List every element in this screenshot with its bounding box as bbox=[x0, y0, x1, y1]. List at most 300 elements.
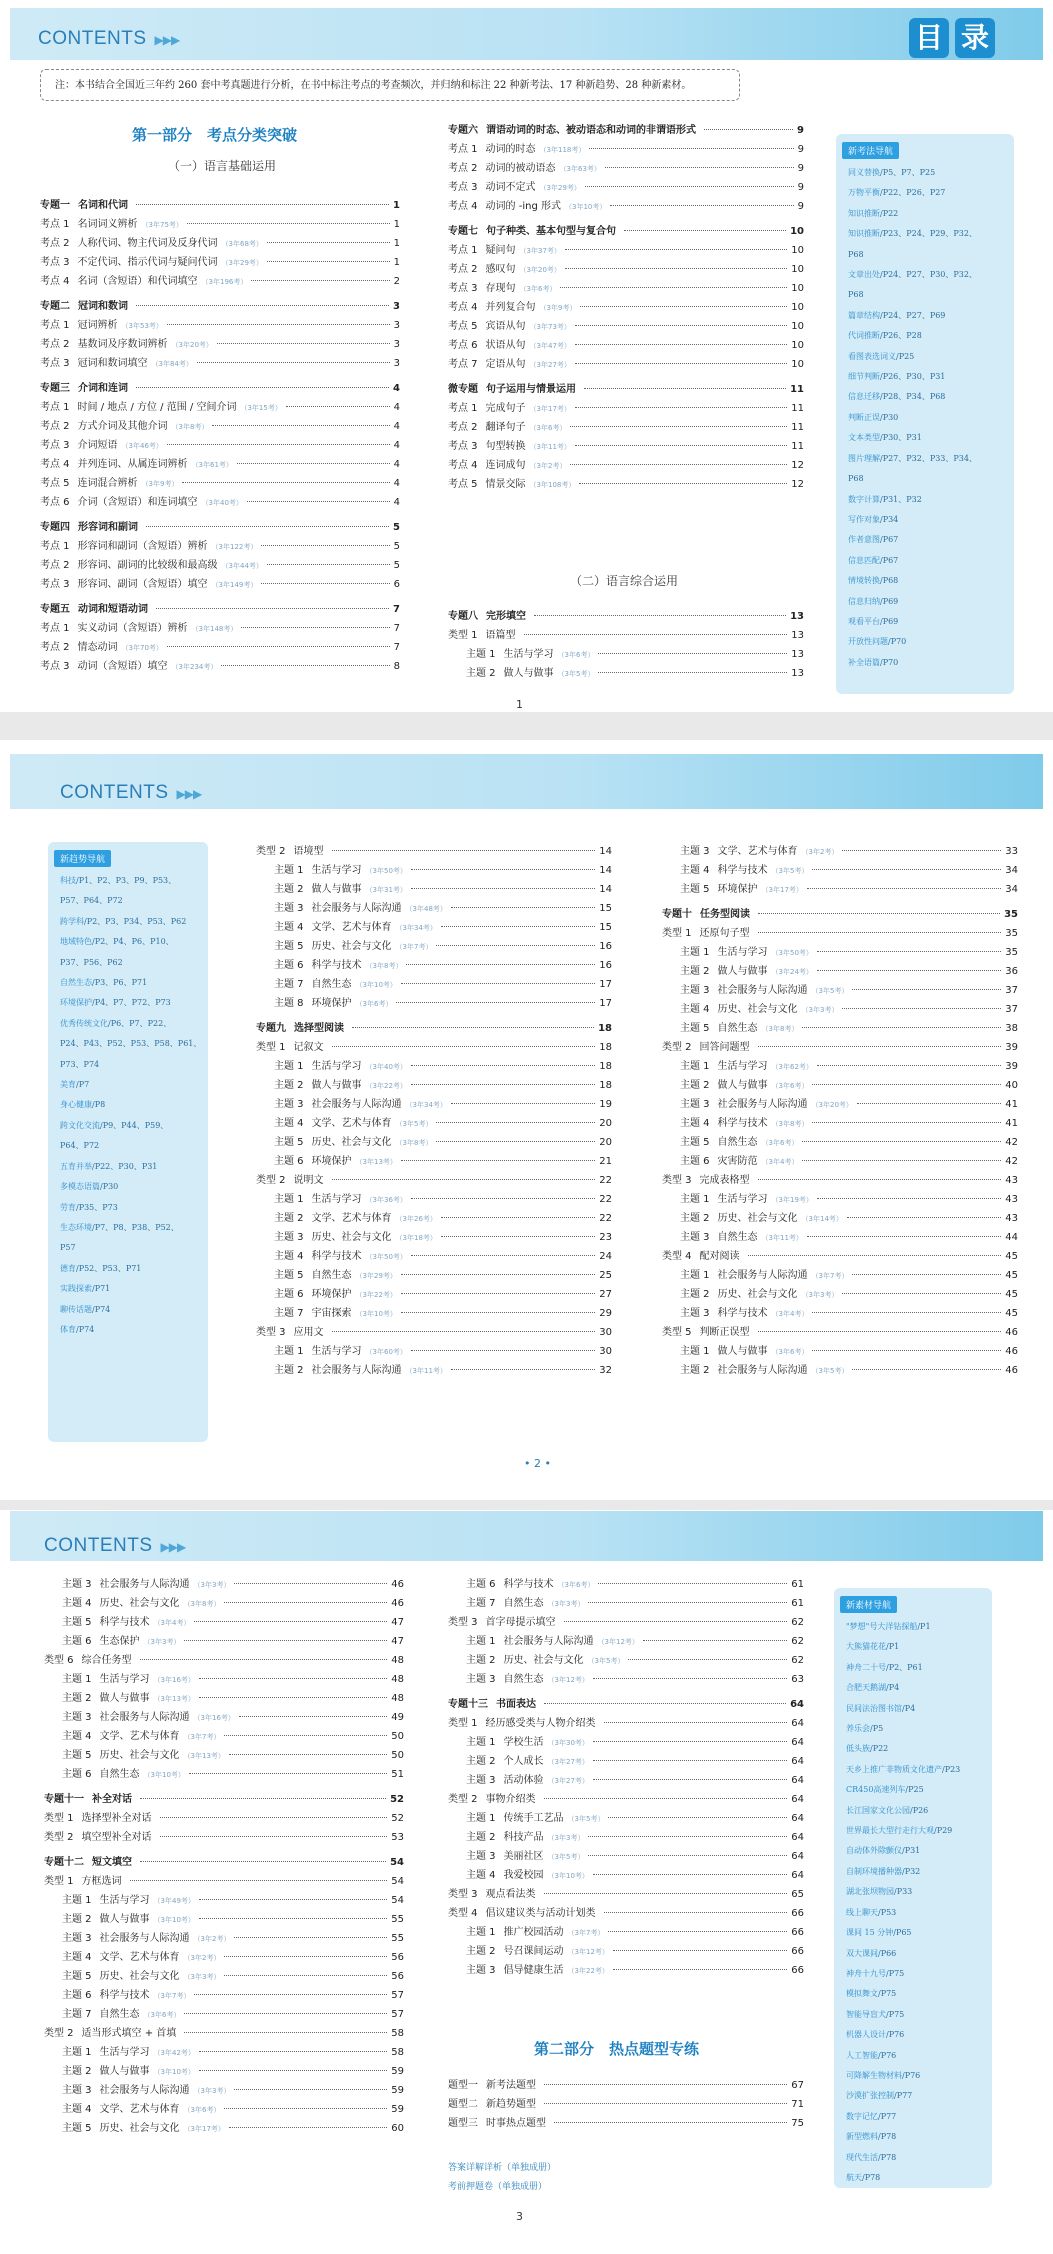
toc-type-row[interactable] bbox=[44, 2024, 404, 2043]
side-nav-item[interactable] bbox=[834, 1801, 992, 1821]
side-nav-item[interactable] bbox=[834, 1903, 992, 1923]
toc-entry-row[interactable] bbox=[44, 1967, 404, 1986]
side-nav-item[interactable] bbox=[836, 265, 1014, 285]
toc-entry-row[interactable] bbox=[40, 638, 400, 657]
toc-topic-row[interactable] bbox=[256, 1019, 612, 1038]
dot-leader bbox=[802, 1027, 1001, 1028]
toc-label: 主题 6 bbox=[62, 1990, 92, 2001]
toc-entry-row[interactable] bbox=[662, 1057, 1018, 1076]
side-nav-item[interactable] bbox=[48, 891, 208, 911]
side-nav-item[interactable] bbox=[48, 1075, 208, 1095]
side-nav-item[interactable] bbox=[836, 469, 1014, 489]
toc-entry-row[interactable] bbox=[662, 1114, 1018, 1133]
toc-entry-row[interactable] bbox=[662, 1342, 1018, 1361]
side-nav-item[interactable] bbox=[836, 653, 1014, 673]
side-nav-item[interactable] bbox=[836, 510, 1014, 530]
toc-entry-row[interactable] bbox=[40, 493, 400, 512]
toc-entry-row[interactable] bbox=[448, 317, 804, 336]
supplement-item[interactable]: 考前押题卷（单独成册） bbox=[448, 2182, 548, 2192]
toc-entry-row[interactable] bbox=[256, 1342, 612, 1361]
toc-label: 主题 2 bbox=[466, 1655, 496, 1666]
side-nav-item[interactable] bbox=[48, 953, 208, 973]
side-nav-item[interactable] bbox=[834, 2107, 992, 2127]
toc-type-row[interactable] bbox=[256, 1323, 612, 1342]
toc-frequency: （3年5考） bbox=[811, 1367, 849, 1375]
toc-entry-row[interactable] bbox=[44, 1613, 404, 1632]
toc-frequency: （3年8考） bbox=[395, 1139, 433, 1147]
toc-type-row[interactable] bbox=[448, 2095, 804, 2114]
toc-type-row[interactable] bbox=[44, 1651, 404, 1670]
side-nav-item[interactable] bbox=[834, 1637, 992, 1657]
toc-entry-row[interactable] bbox=[448, 1961, 804, 1980]
toc-entry-row[interactable] bbox=[40, 215, 400, 234]
toc-entry-row[interactable] bbox=[448, 336, 804, 355]
dot-leader bbox=[451, 1103, 595, 1104]
toc-entry-row[interactable] bbox=[40, 436, 400, 455]
toc-entry-row[interactable] bbox=[256, 1304, 612, 1323]
toc-entry-row[interactable] bbox=[44, 1689, 404, 1708]
toc-entry-row[interactable] bbox=[662, 1228, 1018, 1247]
toc-entry-row[interactable] bbox=[448, 197, 804, 216]
toc-entry-row[interactable] bbox=[256, 1076, 612, 1095]
side-nav-item[interactable] bbox=[836, 449, 1014, 469]
toc-label: 考点 3 bbox=[40, 661, 70, 672]
side-nav-item[interactable] bbox=[48, 1055, 208, 1075]
side-nav-name: 大熊猫花花 bbox=[846, 1642, 886, 1652]
toc-type-row[interactable] bbox=[662, 1247, 1018, 1266]
toc-label: 主题 3 bbox=[466, 1674, 496, 1685]
toc-label: 考点 1 bbox=[40, 623, 70, 634]
toc-frequency: （3年73考） bbox=[529, 323, 571, 331]
toc-entry-row[interactable] bbox=[44, 2100, 404, 2119]
toc-entry-row[interactable] bbox=[256, 1266, 612, 1285]
toc-frequency: （3年3考） bbox=[193, 2087, 231, 2095]
toc-entry-row[interactable] bbox=[256, 899, 612, 918]
toc-entry-row[interactable] bbox=[40, 474, 400, 493]
toc-entry-row[interactable] bbox=[448, 241, 804, 260]
toc-entry-row[interactable] bbox=[448, 645, 804, 664]
toc-topic-row[interactable] bbox=[448, 121, 804, 140]
toc-entry-row[interactable] bbox=[448, 664, 804, 683]
toc-entry-row[interactable] bbox=[256, 1095, 612, 1114]
toc-text: 做人与做事 bbox=[311, 884, 362, 895]
dot-leader bbox=[187, 223, 390, 224]
toc-page: 51 bbox=[391, 1769, 404, 1780]
toc-type-row[interactable] bbox=[448, 1885, 804, 1904]
toc-topic-row[interactable] bbox=[448, 607, 804, 626]
toc-entry-row[interactable] bbox=[40, 335, 400, 354]
toc-entry-row[interactable] bbox=[44, 1746, 404, 1765]
toc-type-row[interactable] bbox=[44, 1872, 404, 1891]
toc-entry-row[interactable] bbox=[44, 1765, 404, 1784]
side-nav-item[interactable] bbox=[836, 428, 1014, 448]
toc-text: 动词不定式 bbox=[485, 182, 536, 193]
toc-entry-row[interactable] bbox=[662, 1152, 1018, 1171]
toc-topic-row[interactable] bbox=[448, 1695, 804, 1714]
toc-page: 64 bbox=[791, 1813, 804, 1824]
toc-entry-row[interactable] bbox=[662, 1133, 1018, 1152]
side-nav-item[interactable] bbox=[834, 1841, 992, 1861]
toc-label: 主题 8 bbox=[274, 998, 304, 1009]
side-nav-pages: /P70 bbox=[888, 637, 907, 647]
side-nav-item[interactable] bbox=[48, 1300, 208, 1320]
side-nav-item[interactable] bbox=[836, 285, 1014, 305]
toc-topic-row[interactable] bbox=[40, 518, 400, 537]
side-nav-item[interactable] bbox=[836, 387, 1014, 407]
dot-leader bbox=[608, 1931, 787, 1932]
toc-text: 名词词义辨析 bbox=[77, 219, 138, 230]
toc-entry-row[interactable] bbox=[40, 316, 400, 335]
toc-text: 文学、艺术与体育 bbox=[311, 1118, 392, 1129]
toc-topic-row[interactable] bbox=[40, 379, 400, 398]
toc-label: 主题 2 bbox=[680, 1365, 710, 1376]
side-nav-item[interactable] bbox=[834, 1719, 992, 1739]
side-nav-item[interactable] bbox=[836, 408, 1014, 428]
side-nav-item[interactable] bbox=[834, 1944, 992, 1964]
toc-entry-row[interactable] bbox=[662, 1285, 1018, 1304]
side-nav-item[interactable] bbox=[48, 1177, 208, 1197]
side-nav-item[interactable] bbox=[48, 1238, 208, 1258]
toc-entry-row[interactable] bbox=[448, 1828, 804, 1847]
toc-entry-row[interactable] bbox=[448, 1594, 804, 1613]
side-nav-item[interactable] bbox=[834, 2127, 992, 2147]
toc-entry-row[interactable] bbox=[256, 880, 612, 899]
toc-type-row[interactable] bbox=[256, 842, 612, 861]
toc-entry-row[interactable] bbox=[44, 1727, 404, 1746]
toc-entry-row[interactable] bbox=[256, 975, 612, 994]
toc-topic-row[interactable] bbox=[44, 1790, 404, 1809]
toc-topic-row[interactable] bbox=[662, 905, 1018, 924]
toc-page: 60 bbox=[391, 2123, 404, 2134]
side-nav-item[interactable] bbox=[834, 2025, 992, 2045]
toc-type-row[interactable] bbox=[448, 1714, 804, 1733]
toc-entry-row[interactable] bbox=[662, 1076, 1018, 1095]
side-nav-item[interactable] bbox=[834, 1964, 992, 1984]
toc-entry-row[interactable] bbox=[662, 1000, 1018, 1019]
dot-leader bbox=[411, 1255, 595, 1256]
side-nav-item[interactable] bbox=[834, 1984, 992, 2004]
side-nav-item[interactable] bbox=[836, 306, 1014, 326]
side-nav-item[interactable] bbox=[834, 1760, 992, 1780]
toc-type-row[interactable] bbox=[448, 1613, 804, 1632]
toc-type-row[interactable] bbox=[256, 1171, 612, 1190]
toc-label: 主题 3 bbox=[680, 1232, 710, 1243]
toc-type-row[interactable] bbox=[662, 924, 1018, 943]
toc-text: 推广校园活动 bbox=[503, 1927, 564, 1938]
toc-entry-row[interactable] bbox=[40, 272, 400, 291]
toc-entry-row[interactable] bbox=[448, 1942, 804, 1961]
toc-entry-row[interactable] bbox=[662, 943, 1018, 962]
toc-entry-row[interactable] bbox=[448, 279, 804, 298]
toc-entry-row[interactable] bbox=[448, 475, 804, 494]
toc-entry-row[interactable] bbox=[448, 1752, 804, 1771]
toc-frequency: （3年40考） bbox=[365, 1063, 407, 1071]
toc-type-row[interactable] bbox=[44, 1828, 404, 1847]
toc-page: 14 bbox=[599, 865, 612, 876]
side-nav-item[interactable] bbox=[48, 1116, 208, 1136]
toc-entry-row[interactable] bbox=[40, 354, 400, 373]
side-nav-item[interactable] bbox=[834, 1882, 992, 1902]
toc-entry-row[interactable] bbox=[44, 1986, 404, 2005]
toc-text: 环境保护 bbox=[311, 1289, 352, 1300]
toc-entry-row[interactable] bbox=[448, 1866, 804, 1885]
toc-entry-row[interactable] bbox=[448, 1632, 804, 1651]
toc-entry-row[interactable] bbox=[44, 2062, 404, 2081]
toc-entry-row[interactable] bbox=[256, 994, 612, 1013]
side-nav-item[interactable] bbox=[836, 245, 1014, 265]
toc-frequency: （3年4考） bbox=[761, 1158, 799, 1166]
side-nav-item[interactable] bbox=[48, 1095, 208, 1115]
toc-entry-row[interactable] bbox=[40, 657, 400, 676]
toc-type-row[interactable] bbox=[662, 1171, 1018, 1190]
toc-entry-row[interactable] bbox=[40, 556, 400, 575]
side-nav-item[interactable] bbox=[836, 530, 1014, 550]
toc-entry-row[interactable] bbox=[662, 842, 1018, 861]
side-nav-item[interactable] bbox=[48, 1034, 208, 1054]
side-nav-item[interactable] bbox=[836, 347, 1014, 367]
toc-topic-row[interactable] bbox=[448, 380, 804, 399]
toc-entry-row[interactable] bbox=[256, 1247, 612, 1266]
toc-topic-row[interactable] bbox=[448, 222, 804, 241]
toc-type-row[interactable] bbox=[448, 2114, 804, 2133]
toc-type-row[interactable] bbox=[256, 1038, 612, 1057]
side-nav-name: 劳育 bbox=[60, 1202, 76, 1212]
toc-page: 18 bbox=[599, 1042, 612, 1053]
side-nav-item[interactable] bbox=[834, 1699, 992, 1719]
toc-entry-row[interactable] bbox=[448, 399, 804, 418]
side-nav-item[interactable] bbox=[836, 632, 1014, 652]
toc-entry-row[interactable] bbox=[40, 619, 400, 638]
side-nav-item[interactable] bbox=[834, 1617, 992, 1637]
toc-entry-row[interactable] bbox=[448, 298, 804, 317]
toc-entry-row[interactable] bbox=[256, 1209, 612, 1228]
side-nav-item[interactable] bbox=[834, 2086, 992, 2106]
toc-entry-row[interactable] bbox=[662, 880, 1018, 899]
toc-entry-row[interactable] bbox=[44, 2043, 404, 2062]
side-nav-name: 信息归纳 bbox=[848, 596, 880, 606]
toc-entry-row[interactable] bbox=[448, 437, 804, 456]
toc-page: 46 bbox=[1005, 1346, 1018, 1357]
toc-entry-row[interactable] bbox=[448, 1670, 804, 1689]
side-nav-item[interactable] bbox=[48, 1014, 208, 1034]
toc-entry-row[interactable] bbox=[662, 1361, 1018, 1380]
side-nav-item[interactable] bbox=[834, 1678, 992, 1698]
toc-entry-row[interactable] bbox=[44, 1708, 404, 1727]
side-nav-item[interactable] bbox=[834, 2046, 992, 2066]
side-nav-item[interactable] bbox=[48, 871, 208, 891]
toc-page: 7 bbox=[393, 623, 400, 634]
side-nav-item[interactable] bbox=[836, 163, 1014, 183]
side-nav-item[interactable] bbox=[836, 204, 1014, 224]
toc-entry-row[interactable] bbox=[44, 2119, 404, 2138]
side-nav-item[interactable] bbox=[834, 1923, 992, 1943]
toc-type-row[interactable] bbox=[448, 626, 804, 645]
side-nav-name: 文本类型 bbox=[848, 433, 880, 443]
toc-type-row[interactable] bbox=[44, 1809, 404, 1828]
toc-entry-row[interactable] bbox=[448, 1651, 804, 1670]
toc-entry-row[interactable] bbox=[40, 234, 400, 253]
side-nav-item[interactable] bbox=[48, 1136, 208, 1156]
toc-frequency: （3年60考） bbox=[365, 1348, 407, 1356]
toc-label: 主题 4 bbox=[62, 1731, 92, 1742]
toc-entry-row[interactable] bbox=[256, 1190, 612, 1209]
side-nav-item[interactable] bbox=[836, 490, 1014, 510]
toc-type-row[interactable] bbox=[448, 2076, 804, 2095]
toc-page: 61 bbox=[791, 1598, 804, 1609]
toc-page: 43 bbox=[1005, 1175, 1018, 1186]
side-nav-item[interactable] bbox=[48, 973, 208, 993]
side-nav-item[interactable] bbox=[834, 2066, 992, 2086]
toc-entry-row[interactable] bbox=[448, 1923, 804, 1942]
side-nav-item[interactable] bbox=[836, 224, 1014, 244]
toc-entry-row[interactable] bbox=[256, 1228, 612, 1247]
toc-entry-row[interactable] bbox=[256, 1057, 612, 1076]
toc-entry-row[interactable] bbox=[44, 1929, 404, 1948]
toc-page-3 bbox=[0, 1510, 1053, 2254]
side-nav-item[interactable] bbox=[836, 571, 1014, 591]
side-nav-item[interactable] bbox=[48, 932, 208, 952]
side-nav-item[interactable] bbox=[48, 1218, 208, 1238]
toc-entry-row[interactable] bbox=[256, 1285, 612, 1304]
toc-entry-row[interactable] bbox=[40, 537, 400, 556]
side-nav-item[interactable] bbox=[836, 612, 1014, 632]
toc-frequency: （3年8考） bbox=[771, 1120, 809, 1128]
toc-entry-row[interactable] bbox=[662, 1190, 1018, 1209]
toc-topic-row[interactable] bbox=[40, 196, 400, 215]
toc-page: 57 bbox=[391, 2009, 404, 2020]
side-nav-item[interactable] bbox=[48, 993, 208, 1013]
toc-entry-row[interactable] bbox=[448, 418, 804, 437]
toc-entry-row[interactable] bbox=[662, 861, 1018, 880]
toc-entry-row[interactable] bbox=[448, 159, 804, 178]
toc-entry-row[interactable] bbox=[44, 1594, 404, 1613]
toc-entry-row[interactable] bbox=[40, 253, 400, 272]
toc-entry-row[interactable] bbox=[448, 456, 804, 475]
toc-type-row[interactable] bbox=[662, 1323, 1018, 1342]
toc-label: 主题 4 bbox=[62, 1598, 92, 1609]
dot-leader bbox=[146, 526, 389, 527]
toc-text: 句子种类、基本句型与复合句 bbox=[486, 226, 616, 237]
toc-text: 回答问题型 bbox=[699, 1042, 750, 1053]
toc-entry-row[interactable] bbox=[448, 178, 804, 197]
dot-leader bbox=[436, 945, 595, 946]
toc-entry-row[interactable] bbox=[40, 455, 400, 474]
toc-entry-row[interactable] bbox=[448, 260, 804, 279]
side-nav-item[interactable] bbox=[836, 592, 1014, 612]
toc-type-row[interactable] bbox=[448, 1904, 804, 1923]
side-nav-pages: /P34 bbox=[880, 514, 899, 524]
dot-leader bbox=[411, 888, 595, 889]
side-nav-item[interactable] bbox=[48, 1279, 208, 1299]
toc-entry-row[interactable] bbox=[662, 962, 1018, 981]
side-nav-item[interactable] bbox=[836, 183, 1014, 203]
side-nav-item[interactable] bbox=[48, 912, 208, 932]
toc-entry-row[interactable] bbox=[256, 1114, 612, 1133]
toc-entry-row[interactable] bbox=[40, 398, 400, 417]
side-nav-pages: /P30、P31 bbox=[880, 433, 922, 443]
toc-entry-row[interactable] bbox=[448, 1733, 804, 1752]
toc-entry-row[interactable] bbox=[256, 861, 612, 880]
side-nav-item[interactable] bbox=[48, 1259, 208, 1279]
side-nav-item[interactable] bbox=[836, 326, 1014, 346]
side-nav-item[interactable] bbox=[834, 2168, 992, 2188]
toc-text: 文学、艺术与体育 bbox=[311, 1213, 392, 1224]
supplement-item[interactable]: 答案详解详析（单独成册） bbox=[448, 2163, 557, 2173]
toc-type-row[interactable] bbox=[448, 1790, 804, 1809]
toc-entry-row[interactable] bbox=[256, 1361, 612, 1380]
toc-entry-row[interactable] bbox=[40, 417, 400, 436]
dot-leader bbox=[807, 1236, 1001, 1237]
side-nav-item[interactable] bbox=[834, 1658, 992, 1678]
toc-entry-row[interactable] bbox=[44, 2005, 404, 2024]
toc-entry-row[interactable] bbox=[44, 1910, 404, 1929]
toc-entry-row[interactable] bbox=[662, 981, 1018, 1000]
side-nav-item[interactable] bbox=[48, 1157, 208, 1177]
dot-leader bbox=[199, 2051, 387, 2052]
toc-type-row[interactable] bbox=[662, 1038, 1018, 1057]
toc-entry-row[interactable] bbox=[448, 355, 804, 374]
side-nav-item[interactable] bbox=[48, 1198, 208, 1218]
toc-entry-row[interactable] bbox=[662, 1304, 1018, 1323]
toc-text: 社会服务与人际沟通 bbox=[311, 903, 402, 914]
toc-entry-row[interactable] bbox=[40, 575, 400, 594]
toc-entry-row[interactable] bbox=[662, 1019, 1018, 1038]
side-nav-name: 自动体外除颤仪 bbox=[846, 1846, 902, 1856]
toc-entry-row[interactable] bbox=[448, 140, 804, 159]
toc-text: 人称代词、物主代词及反身代词 bbox=[77, 238, 218, 249]
toc-entry-row[interactable] bbox=[448, 1847, 804, 1866]
toc-entry-row[interactable] bbox=[448, 1771, 804, 1790]
toc-entry-row[interactable] bbox=[256, 1133, 612, 1152]
side-nav-item[interactable] bbox=[836, 367, 1014, 387]
dot-leader bbox=[251, 280, 389, 281]
toc-topic-row[interactable] bbox=[40, 297, 400, 316]
toc-topic-row[interactable] bbox=[44, 1853, 404, 1872]
side-nav-item[interactable] bbox=[834, 1739, 992, 1759]
side-nav-item[interactable] bbox=[48, 1320, 208, 1340]
toc-entry-row[interactable] bbox=[44, 1948, 404, 1967]
toc-entry-row[interactable] bbox=[44, 1632, 404, 1651]
toc-text: 存现句 bbox=[485, 283, 516, 294]
side-nav-item[interactable] bbox=[836, 551, 1014, 571]
toc-entry-row[interactable] bbox=[256, 937, 612, 956]
dot-leader bbox=[593, 1760, 787, 1761]
toc-text: 形容词、副词（含短语）填空 bbox=[77, 579, 208, 590]
side-nav-name: 自然生态 bbox=[60, 978, 92, 988]
toc-entry-row[interactable] bbox=[256, 918, 612, 937]
toc-entry-row[interactable] bbox=[662, 1209, 1018, 1228]
side-nav-item[interactable] bbox=[834, 1821, 992, 1841]
side-nav-item[interactable] bbox=[834, 1780, 992, 1800]
toc-entry-row[interactable] bbox=[44, 1670, 404, 1689]
side-nav-item[interactable] bbox=[834, 2148, 992, 2168]
toc-entry-row[interactable] bbox=[448, 1575, 804, 1594]
toc-topic-row[interactable] bbox=[40, 600, 400, 619]
toc-entry-row[interactable] bbox=[44, 1891, 404, 1910]
dot-leader bbox=[197, 362, 390, 363]
side-nav-item[interactable] bbox=[834, 1862, 992, 1882]
toc-entry-row[interactable] bbox=[662, 1266, 1018, 1285]
toc-label: 考点 1 bbox=[448, 144, 478, 155]
toc-entry-row[interactable] bbox=[44, 1575, 404, 1594]
toc-page: 1 bbox=[393, 238, 400, 249]
toc-entry-row[interactable] bbox=[662, 1095, 1018, 1114]
side-nav-item[interactable] bbox=[834, 2005, 992, 2025]
toc-entry-row[interactable] bbox=[256, 956, 612, 975]
toc-entry-row[interactable] bbox=[448, 1809, 804, 1828]
toc-entry-row[interactable] bbox=[44, 2081, 404, 2100]
toc-entry-row[interactable] bbox=[256, 1152, 612, 1171]
